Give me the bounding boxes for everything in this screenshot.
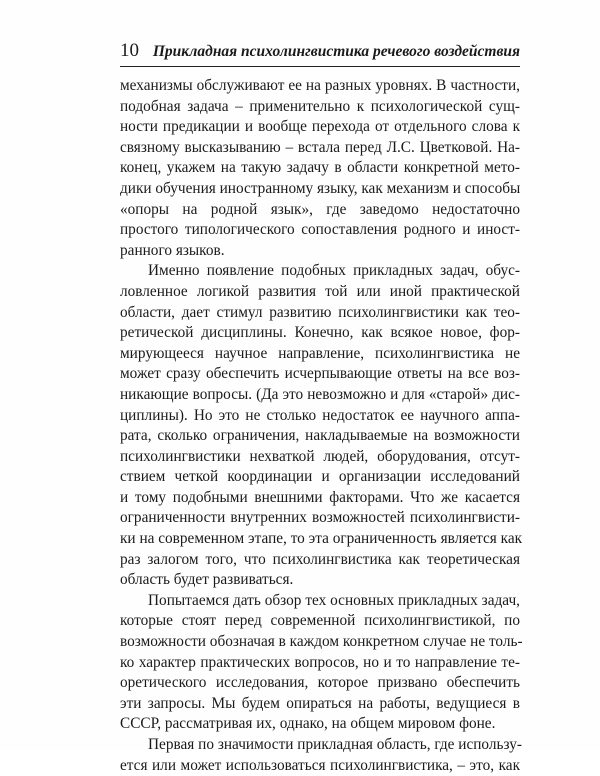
text-line: Именно появление подобных прикладных задач, обус- xyxy=(148,262,520,280)
text-line: возможности обозначая в каждом конкретном случае не толь- xyxy=(120,633,523,651)
text-line: мирующееся научное направление, психолингвистика не xyxy=(120,344,520,362)
text-line: дики обучения иностранному языку, как механизм и способы xyxy=(120,179,521,197)
text-line: рата, сколько ограничения, накладываемые на возможности xyxy=(120,427,520,445)
paragraph xyxy=(120,261,523,591)
text-line: ности предикации и вообще перехода от отдельного слова к xyxy=(120,118,520,136)
text-line: ствием четкой координации и организации исследований xyxy=(120,468,520,486)
paragraph xyxy=(120,591,523,735)
page-number: 10 xyxy=(120,40,139,61)
running-title: Прикладная психолингвистика речевого воздействия xyxy=(152,43,520,60)
text-line: подобная задача – применительно к психологической сущ- xyxy=(120,97,520,115)
text-line: связному высказыванию – встала перед Л.С. Цветковой. На- xyxy=(120,138,520,156)
text-line: раз залогом того, что психолингвистика как теоретическая xyxy=(120,550,520,568)
text-line: механизмы обслуживают ее на разных уровнях. В частности, xyxy=(120,77,520,94)
text-line: ется или может использоваться психолингвистика, – это, как xyxy=(120,756,520,774)
text-line: ловленное логикой развития той или иной практической xyxy=(120,282,520,300)
text-line: простого типологического сопоставления родного и иност- xyxy=(120,221,520,239)
text-line: ограниченности внутренних возможностей психолингвисти- xyxy=(120,509,520,527)
header-rule xyxy=(120,66,520,67)
text-line: эти запросы. Мы будем опираться на работы, ведущиеся в xyxy=(120,694,520,712)
text-line: Первая по значимости прикладная область, где использу- xyxy=(148,736,522,753)
text-line: ранного языков. xyxy=(120,241,225,259)
paragraph xyxy=(120,735,520,776)
text-line: СССР, рассматривая их, однако, на общем мировом фоне. xyxy=(120,715,496,733)
text-line: никающие вопросы. (Да это невозможно и для «старой» дис- xyxy=(120,385,520,403)
text-line: которые стоят перед современной психолингвистикой, по xyxy=(120,612,520,630)
text-line: конец, укажем на такую задачу в области конкретной мето- xyxy=(120,159,520,177)
text-line: психолингвистики нехваткой людей, оборудования, отсут- xyxy=(120,447,520,465)
text-line: область будет развиваться. xyxy=(120,571,294,589)
text-line: ки на современном этапе, то эта ограниченность является как xyxy=(120,530,523,548)
text-line: Попытаемся дать обзор тех основных прикладных задач, xyxy=(148,591,520,609)
paragraph xyxy=(120,76,520,261)
body-text xyxy=(120,76,523,776)
text-line: области, дает стимул развитию психолингвистики как тео- xyxy=(120,303,520,321)
text-line: циплины). Но это не столько недостаток ее научного аппа- xyxy=(120,406,520,424)
text-line: может сразу обеспечить исчерпывающие ответы на все воз- xyxy=(120,365,520,383)
text-line: ко характер практических вопросов, но и то направление те- xyxy=(120,653,520,671)
text-line: «опоры на родной язык», где заведомо недостаточно xyxy=(120,200,520,218)
text-line: ретической дисциплины. Конечно, как всякое новое, фор- xyxy=(120,324,520,342)
page-header xyxy=(120,40,520,62)
text-line: оретического исследования, которое призвано обеспечить xyxy=(120,674,520,692)
text-line: и тому подобными внешними факторами. Что же касается xyxy=(120,488,520,506)
